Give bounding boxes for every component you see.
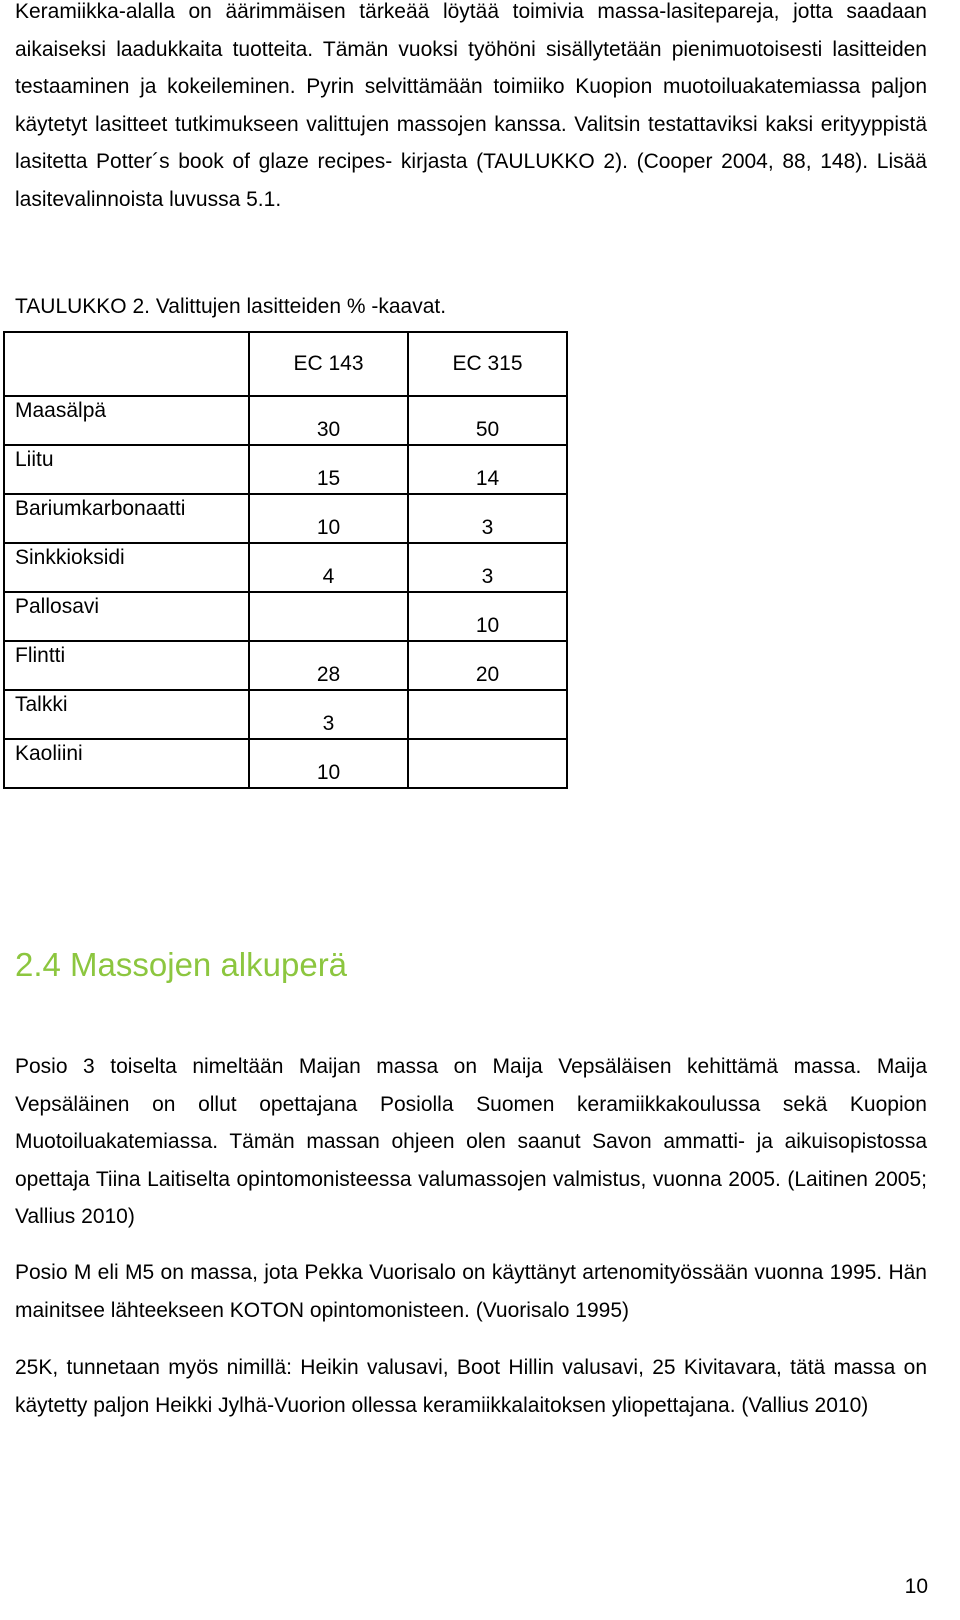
table-row (4, 690, 567, 739)
material-name: Maasälpä (4, 396, 249, 445)
table-row (4, 739, 567, 788)
ec143-value (249, 592, 408, 641)
ec143-value: 10 (249, 494, 408, 543)
material-name: Kaoliini (4, 739, 249, 788)
table-caption: TAULUKKO 2. Valittujen lasitteiden % -kaavat. (15, 295, 447, 318)
column-header-ec315: EC 315 (408, 332, 567, 396)
material-name: Liitu (4, 445, 249, 494)
glaze-recipe-table (3, 331, 568, 789)
table-header-row (4, 332, 567, 396)
table-row (4, 641, 567, 690)
section-paragraph: Posio 3 toiselta nimeltään Maijan massa on Maija Vepsäläisen kehittämä massa. Maija Vepsäläinen on ollut opettajana Posiolla Suomen keramiikkakoulussa sekä Kuopion Muotoiluakatemiassa. Tämän massan ohjeen olen saanut Savon ammatti- ja aikuisopistossa opettaja Tiina Laitiselta opintomonisteessa valumassojen valmistus, vuonna 2005. (Laitinen 2005; Vallius 2010) (15, 1055, 927, 1228)
material-name: Bariumkarbonaatti (4, 494, 249, 543)
ec143-value: 3 (249, 690, 408, 739)
ec143-value: 4 (249, 543, 408, 592)
ec315-value: 10 (408, 592, 567, 641)
ec143-value: 10 (249, 739, 408, 788)
table-corner-cell (4, 332, 249, 396)
section-paragraph: Posio M eli M5 on massa, jota Pekka Vuorisalo on käyttänyt artenomityössään vuonna 1995. Hän mainitsee lähteekseen KOTON opintomonisteen. (Vuorisalo 1995) (15, 1261, 927, 1322)
column-header-ec143: EC 143 (249, 332, 408, 396)
table-row (4, 592, 567, 641)
ec315-value (408, 690, 567, 739)
ec315-value: 20 (408, 641, 567, 690)
ec315-value: 14 (408, 445, 567, 494)
material-name: Sinkkioksidi (4, 543, 249, 592)
table-row (4, 396, 567, 445)
section-heading: 2.4 Massojen alkuperä (15, 946, 348, 983)
ec143-value: 28 (249, 641, 408, 690)
ec315-value (408, 739, 567, 788)
ec143-value: 15 (249, 445, 408, 494)
table-row (4, 494, 567, 543)
ec315-value: 3 (408, 494, 567, 543)
ec143-value: 30 (249, 396, 408, 445)
ec315-value: 3 (408, 543, 567, 592)
page-number: 10 (904, 1575, 928, 1598)
ec315-value: 50 (408, 396, 567, 445)
material-name: Flintti (4, 641, 249, 690)
table-row (4, 543, 567, 592)
section-paragraph: 25K, tunnetaan myös nimillä: Heikin valusavi, Boot Hillin valusavi, 25 Kivitavara, tätä massa on käytetty paljon Heikki Jylhä-Vuorion ollessa keramiikkalaitoksen yliopettajana. (Vallius 2010) (15, 1356, 927, 1417)
intro-paragraph: Keramiikka-alalla on äärimmäisen tärkeää löytää toimivia massa-lasitepareja, jotta saadaan aikaiseksi laadukkaita tuotteita. Tämän vuoksi työhöni sisällytetään pienimuotoisesti lasitteiden testaaminen ja kokeileminen. Pyrin selvittämään toimiiko Kuopion muotoiluakatemiassa paljon käytetyt lasitteet tutkimukseen valittujen massojen kanssa. Valitsin testattaviksi kaksi erityyppistä lasitetta Potter´s book of glaze recipes- kirjasta (TAULUKKO 2). (Cooper 2004, 88, 148). Lisää lasitevalinnoista luvussa 5.1. (15, 0, 927, 211)
table-row (4, 445, 567, 494)
material-name: Talkki (4, 690, 249, 739)
material-name: Pallosavi (4, 592, 249, 641)
